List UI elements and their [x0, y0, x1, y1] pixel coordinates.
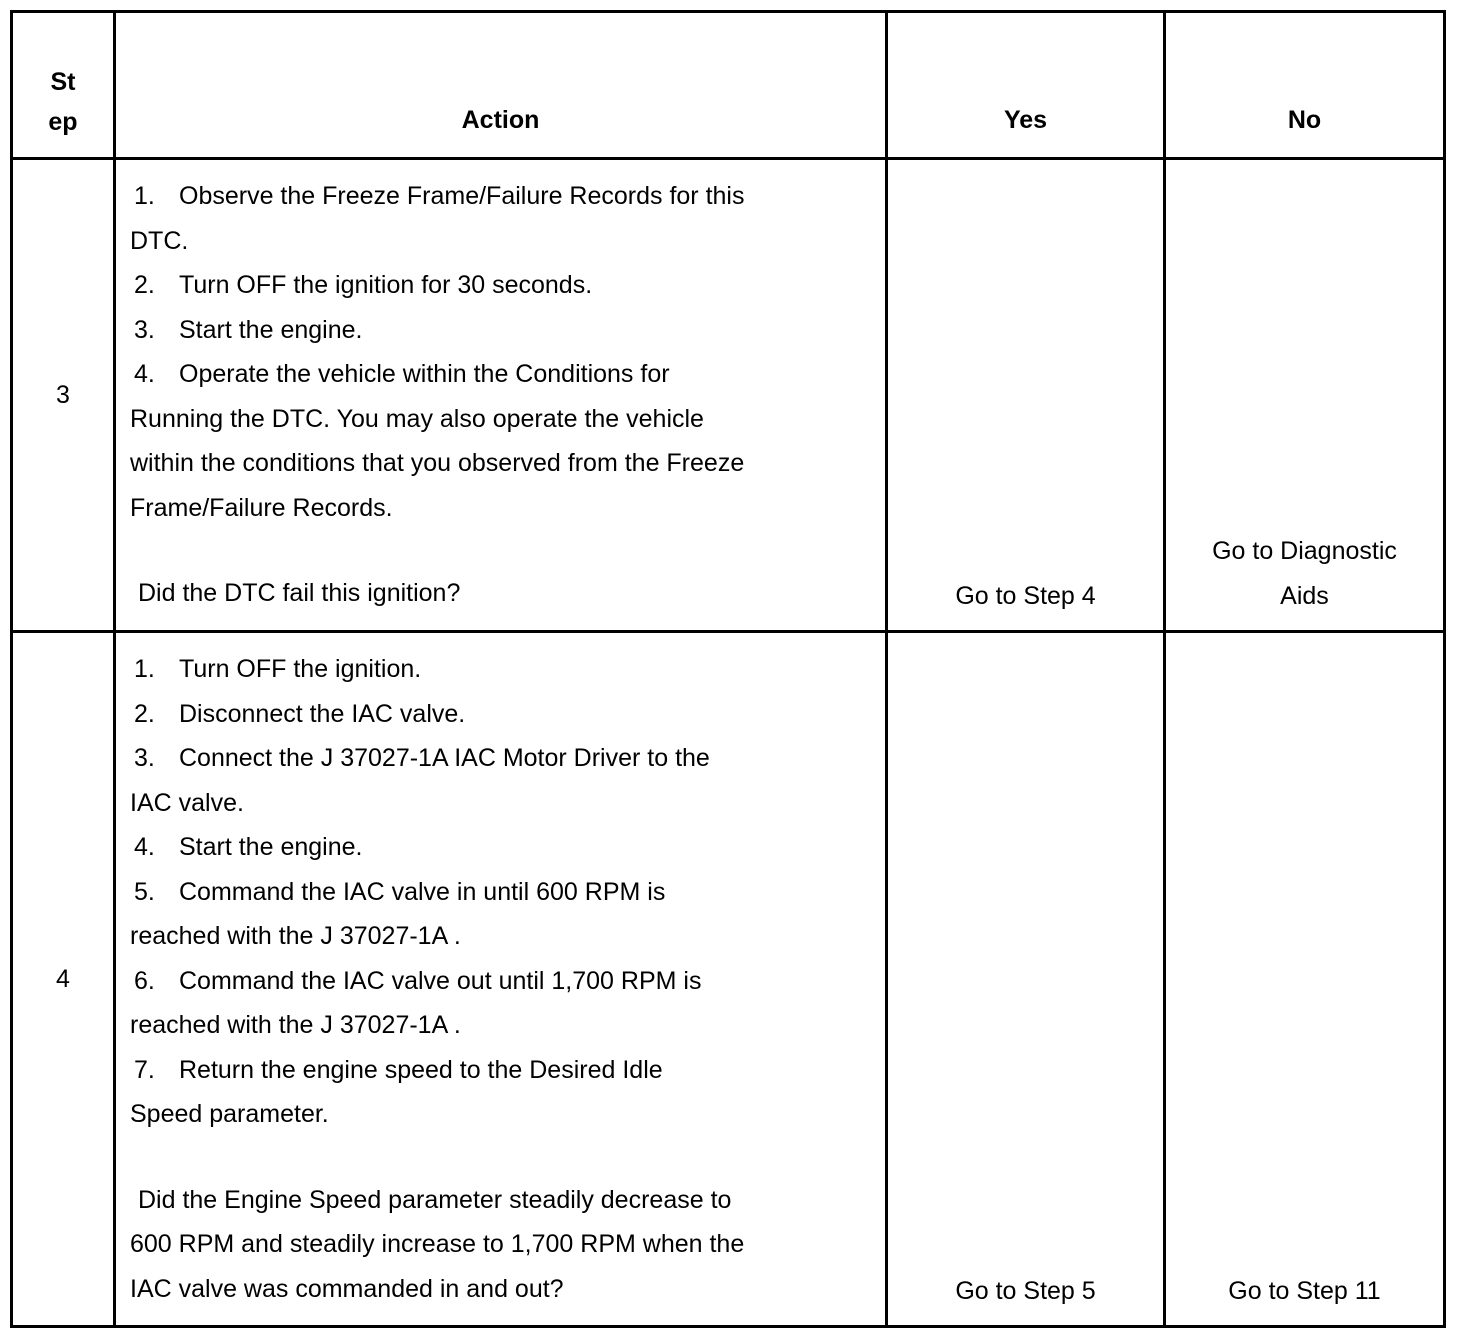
header-step [13, 13, 113, 157]
action-step-number: 5. [134, 877, 155, 906]
action-step [130, 352, 875, 397]
action-step-number: 3. [134, 315, 155, 344]
header-no [1166, 13, 1443, 157]
action-step-number: 1. [134, 182, 155, 210]
action-step-text: Start the engine. [179, 833, 363, 861]
action-step-continuation: Frame/Failure Records. [130, 493, 393, 522]
action-step-text: Turn OFF the ignition for 30 seconds. [179, 271, 593, 299]
action-cell [116, 160, 885, 630]
action-step [130, 174, 875, 219]
no-result [1166, 633, 1443, 1325]
action-step-continuation: reached with the J 37027-1A . [130, 1011, 461, 1039]
header-yes [888, 13, 1163, 157]
action-step [130, 959, 875, 1004]
action-cell [116, 633, 885, 1325]
no-result-line2: Aids [1280, 581, 1329, 610]
action-step-number: 3. [134, 744, 155, 772]
action-step [130, 736, 875, 781]
action-step-continuation: IAC valve. [130, 788, 244, 817]
action-step-continuation: Running the DTC. You may also operate the vehicle [130, 404, 704, 433]
action-step-text: Disconnect the IAC valve. [179, 699, 466, 728]
yes-result-text: Go to Step 5 [955, 1276, 1096, 1305]
yes-result [888, 160, 1163, 630]
header-no-label: No [1287, 105, 1322, 134]
action-step [130, 870, 875, 915]
yes-result-text: Go to Step 4 [955, 581, 1096, 610]
action-step-text: Start the engine. [179, 315, 363, 344]
action-step-number: 7. [134, 1055, 155, 1084]
action-step-number: 2. [134, 699, 155, 728]
action-step-text: Command the IAC valve out until 1,700 RPM is [179, 966, 702, 995]
action-step-number: 4. [134, 833, 155, 861]
action-step [130, 647, 875, 692]
header-action [116, 13, 885, 157]
diagnostic-table [10, 10, 1446, 1328]
action-step-text: Observe the Freeze Frame/Failure Records for this [179, 182, 745, 210]
action-step-number: 2. [134, 271, 155, 299]
no-result [1166, 160, 1443, 630]
action-step [130, 263, 875, 308]
header-action-label: Action [461, 105, 540, 134]
step-number [13, 160, 113, 630]
action-step-number: 6. [134, 966, 155, 995]
step-number [13, 633, 113, 1325]
action-step-continuation: DTC. [130, 226, 189, 255]
header-step-line1: St [50, 68, 76, 96]
action-step [130, 308, 875, 353]
action-question: Did the Engine Speed parameter steadily decrease to [138, 1185, 732, 1214]
yes-result [888, 633, 1163, 1325]
action-step-text: Return the engine speed to the Desired Idle [179, 1055, 663, 1084]
action-step-text: Connect the J 37027-1A IAC Motor Driver to the [179, 744, 710, 772]
step-number-label: 3 [56, 380, 70, 409]
action-question-continuation: 600 RPM and steadily increase to 1,700 RPM when the [130, 1230, 745, 1258]
no-result-text: Go to Step 11 [1228, 1276, 1381, 1305]
step-number-label: 4 [56, 964, 70, 993]
action-step-continuation: within the conditions that you observed from the Freeze [130, 449, 745, 477]
action-step-number: 1. [134, 655, 155, 683]
action-step-text: Operate the vehicle within the Conditions for [179, 360, 670, 388]
header-step-line2: ep [48, 108, 78, 136]
header-yes-label: Yes [1003, 105, 1048, 134]
action-step-text: Command the IAC valve in until 600 RPM is [179, 877, 666, 906]
action-step [130, 692, 875, 737]
action-step-text: Turn OFF the ignition. [179, 655, 422, 683]
action-step-continuation: reached with the J 37027-1A . [130, 922, 461, 950]
action-step [130, 825, 875, 870]
action-question-continuation: IAC valve was commanded in and out? [130, 1274, 564, 1303]
action-step [130, 1048, 875, 1093]
action-question: Did the DTC fail this ignition? [138, 579, 461, 607]
action-step-number: 4. [134, 360, 155, 388]
no-result-line1: Go to Diagnostic [1212, 537, 1397, 565]
action-step-continuation: Speed parameter. [130, 1100, 329, 1128]
